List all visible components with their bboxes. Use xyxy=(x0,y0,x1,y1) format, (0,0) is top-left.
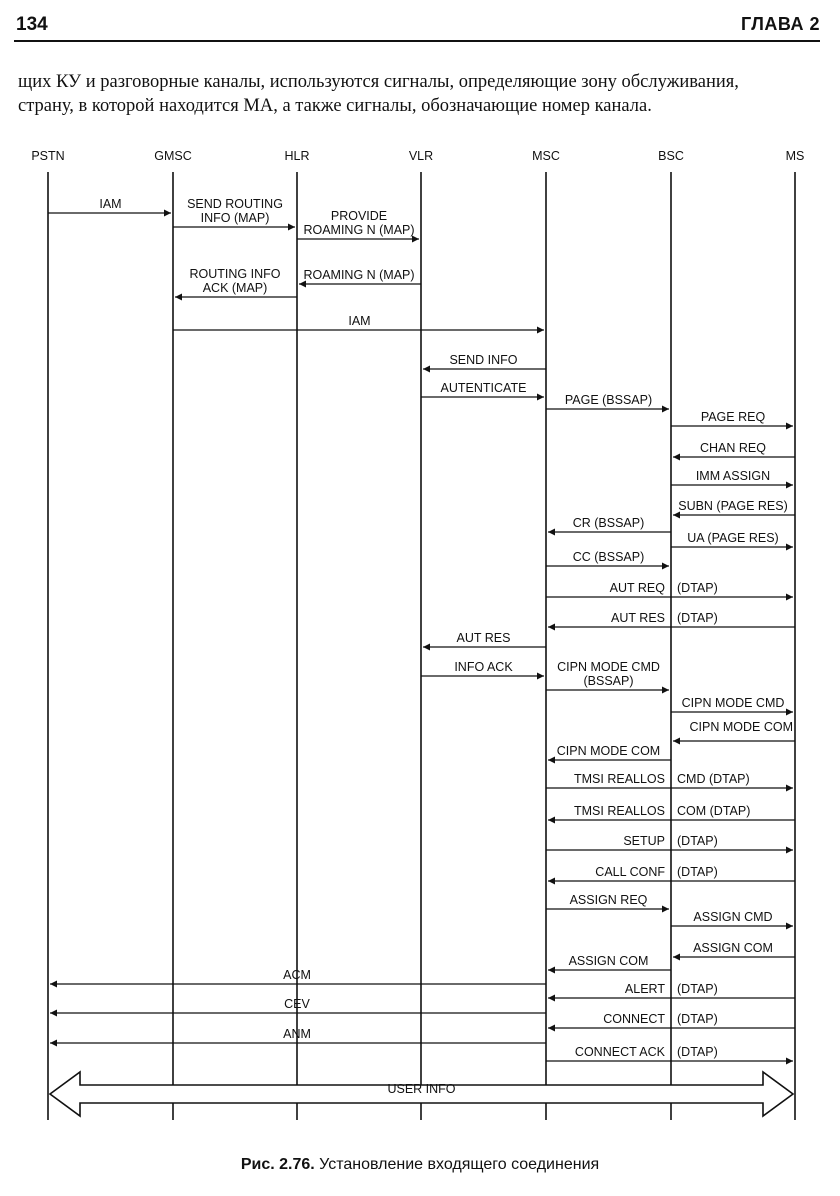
message-label: (BSSAP) xyxy=(583,674,634,688)
message-label: AUTENTICATE xyxy=(440,381,527,395)
message-label: (DTAP) xyxy=(677,1045,718,1059)
message-label: ROAMING N (MAP) xyxy=(303,223,415,237)
message-label: CHAN REQ xyxy=(700,441,766,455)
message-label: SUBN (PAGE RES) xyxy=(678,499,788,513)
entity-label: GMSC xyxy=(154,149,192,163)
body-line: щих КУ и разговорные каналы, используются сигналы, определяющие зону обслуживания, xyxy=(18,72,739,92)
message-label: SEND INFO xyxy=(449,353,518,367)
message-label: IAM xyxy=(99,197,122,211)
figure-title: Установление входящего соединения xyxy=(319,1156,600,1173)
body-line: страну, в которой находится МА, а также сигналы, обозначающие номер канала. xyxy=(18,96,652,116)
message-label: ACM xyxy=(283,968,311,982)
message-label: INFO ACK xyxy=(454,660,513,674)
message-label: CONNECT xyxy=(603,1012,665,1026)
chapter-title: ГЛАВА 2 xyxy=(741,14,820,34)
message-label: CIPN MODE COM xyxy=(689,720,793,734)
message-label: CIPN MODE CMD xyxy=(681,696,785,710)
message-label: PAGE (BSSAP) xyxy=(564,393,653,407)
entity-label: PSTN xyxy=(31,149,65,163)
message-label: (DTAP) xyxy=(677,982,718,996)
entity-label: MSC xyxy=(532,149,560,163)
user-info-label: USER INFO xyxy=(387,1082,456,1096)
message-label: (DTAP) xyxy=(677,834,718,848)
message-label: ASSIGN CMD xyxy=(693,910,773,924)
message-label: CIPN MODE CMD xyxy=(557,660,660,674)
message-label: ROUTING INFO xyxy=(189,267,281,281)
message-label: ANM xyxy=(283,1027,311,1041)
message-label: (DTAP) xyxy=(677,1012,718,1026)
message-label: CR (BSSAP) xyxy=(572,516,645,530)
message-label: UA (PAGE RES) xyxy=(687,531,779,545)
entity-label: BSC xyxy=(658,149,684,163)
message-label: CEV xyxy=(284,997,310,1011)
message-label: TMSI REALLOS xyxy=(574,772,665,786)
message-label: AUT REQ xyxy=(609,581,665,595)
message-label: CONNECT ACK xyxy=(574,1045,665,1059)
message-label: AUT RES xyxy=(611,611,665,625)
message-label: PAGE REQ xyxy=(700,410,766,424)
figure-caption xyxy=(0,1156,840,1174)
message-label: COM (DTAP) xyxy=(677,804,751,818)
page-number: 134 xyxy=(16,14,48,35)
message-label: (DTAP) xyxy=(677,581,718,595)
message-label: ASSIGN COM xyxy=(693,941,773,955)
entity-label: VLR xyxy=(408,149,434,163)
entity-label: HLR xyxy=(284,149,310,163)
message-label: CIPN MODE COM xyxy=(556,744,661,758)
message-label: CALL CONF xyxy=(595,865,665,879)
message-label: SETUP xyxy=(623,834,665,848)
message-label: TMSI REALLOS xyxy=(574,804,665,818)
message-label: (DTAP) xyxy=(677,865,718,879)
message-label: INFO (MAP) xyxy=(200,211,270,225)
message-label: ALERT xyxy=(624,982,665,996)
message-label: (DTAP) xyxy=(677,611,718,625)
message-label: ACK (MAP) xyxy=(202,281,268,295)
message-label: ASSIGN COM xyxy=(568,954,649,968)
figure-number: Рис. 2.76. xyxy=(240,1156,315,1173)
message-label: CC (BSSAP) xyxy=(572,550,645,564)
message-label: SEND ROUTING xyxy=(187,197,283,211)
message-label: AUT RES xyxy=(456,631,511,645)
message-label: IAM xyxy=(348,314,371,328)
message-label: CMD (DTAP) xyxy=(677,772,750,786)
message-label: ASSIGN REQ xyxy=(569,893,648,907)
message-label: IMM ASSIGN xyxy=(695,469,771,483)
message-label: PROVIDE xyxy=(330,209,388,223)
entity-label: MS xyxy=(785,149,805,163)
message-label: ROAMING N (MAP) xyxy=(303,268,415,282)
